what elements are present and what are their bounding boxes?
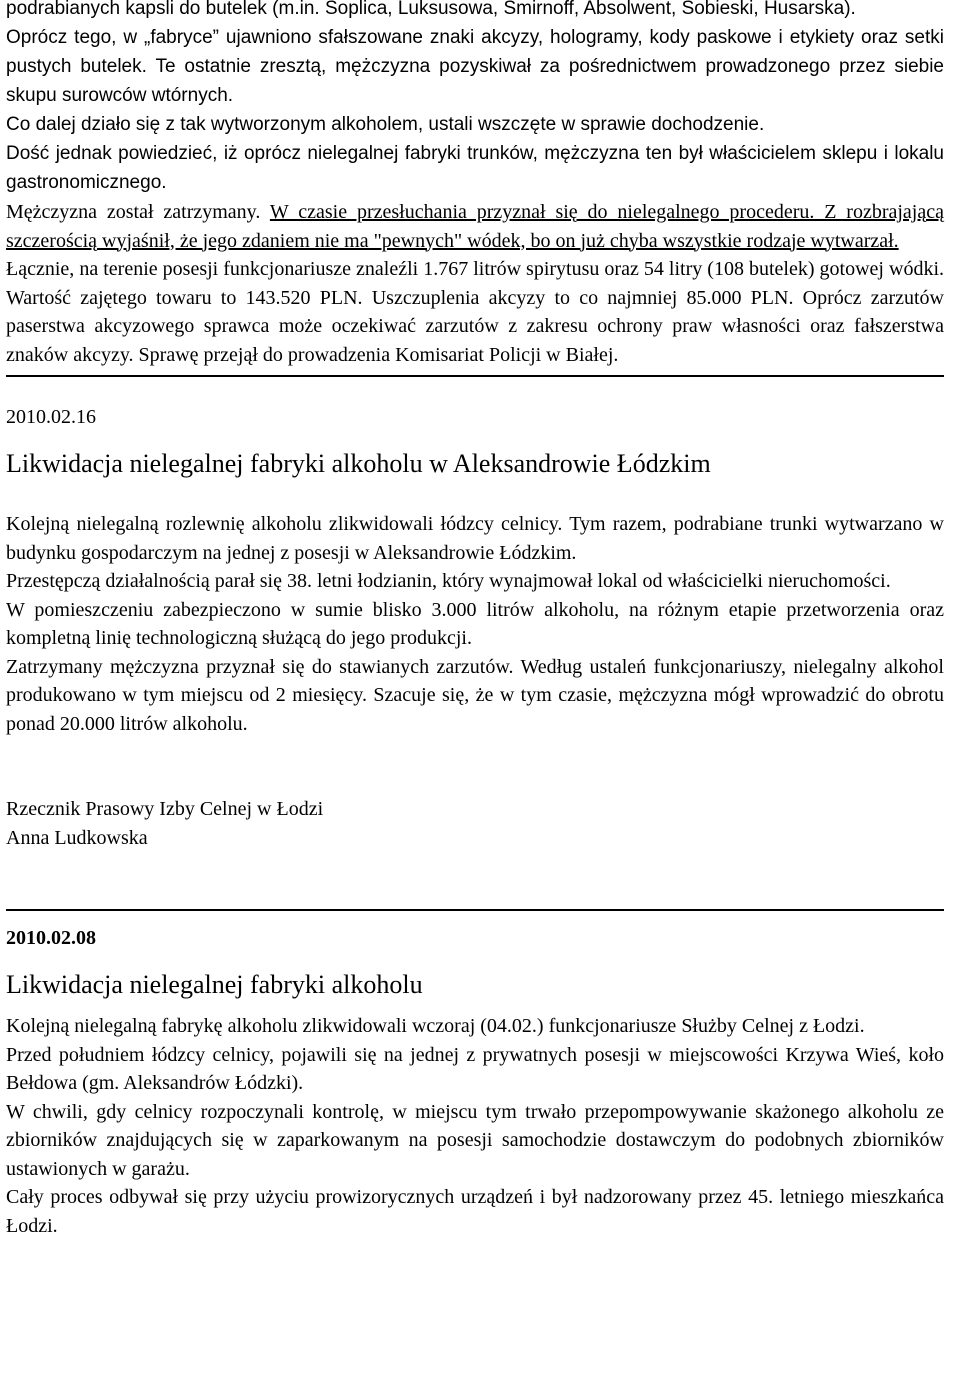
paragraph: Oprócz tego, w „fabryce” ujawniono sfałszowane znaki akcyzy, hologramy, kody paskowe i etykiety oraz setki pustych butelek. Te ostatnie zresztą, mężczyzna pozyskiwał za pośrednictwem prowadzonego przez siebie skupu surowców wtórnych. xyxy=(6,27,944,106)
paragraph: Zatrzymany mężczyzna przyznał się do stawianych zarzutów. Według ustaleń funkcjonariuszy, nielegalny alkohol produkowano w tym miejscu od 2 miesięcy. Szacuje się, że w tym czasie, mężczyzna mógł wprowadzić do obrotu ponad 20.000 litrów alkoholu. xyxy=(6,655,944,735)
underlined-text: W czasie przesłuchania przyznał się do nielegalnego procederu. Z rozbrajającą szczerością wyjaśnił, że jego zdaniem nie ma "pewnych" wódek, bo on już chyba wszystkie rodzaje wytwarzał. xyxy=(6,201,944,252)
paragraph-text: Mężczyzna został zatrzymany. xyxy=(6,201,270,223)
paragraph: Przestępczą działalnością parał się 38. letni łodzianin, który wynajmował lokal od właścicielki nieruchomości. xyxy=(6,570,891,592)
article-date: 2010.02.16 xyxy=(6,406,96,428)
paragraph: Dość jednak powiedzieć, iż oprócz nielegalnej fabryki trunków, mężczyzna ten był właścicielem sklepu i lokalu gastronomicznego. xyxy=(6,143,944,193)
article-continued xyxy=(6,0,944,369)
paragraph: Cały proces odbywał się przy użyciu prowizorycznych urządzeń i był nadzorowany przez 45. letniego mieszkańca Łodzi. xyxy=(6,1186,944,1237)
article-date: 2010.02.08 xyxy=(6,927,96,949)
article-title: Likwidacja nielegalnej fabryki alkoholu xyxy=(6,970,423,999)
article xyxy=(6,924,944,1240)
section-divider xyxy=(6,375,944,377)
article xyxy=(6,403,944,852)
paragraph: Co dalej działo się z tak wytworzonym alkoholem, ustali wszczęte w sprawie dochodzenie. xyxy=(6,114,765,135)
section-divider xyxy=(6,909,944,911)
signature-name: Anna Ludkowska xyxy=(6,826,148,849)
paragraph: Łącznie, na terenie posesji funkcjonariusze znaleźli 1.767 litrów spirytusu oraz 54 litry (108 butelek) gotowej wódki. Wartość zajętego towaru to 143.520 PLN. Uszczuplenia akcyzy to co najmniej 85.000 PLN. Oprócz zarzutów paserstwa akcyzowego sprawca może oczekiwać zarzutów z zakresu ochrony praw własności oraz fałszerstwa znaków akcyzy. Sprawę przejął do prowadzenia Komisariat Policji w Białej. xyxy=(6,258,944,366)
article-title: Likwidacja nielegalnej fabryki alkoholu w Aleksandrowie Łódzkim xyxy=(6,449,711,478)
paragraph: W pomieszczeniu zabezpieczono w sumie blisko 3.000 litrów alkoholu, na różnym etapie przetworzenia oraz kompletną linię technologiczną służącą do jego produkcji. xyxy=(6,598,944,649)
paragraph: podrabianych kapsli do butelek (m.in. Soplica, Luksusowa, Smirnoff, Absolwent, Sobieski, Husarska). xyxy=(6,0,856,19)
signature-role: Rzecznik Prasowy Izby Celnej w Łodzi xyxy=(6,798,324,820)
paragraph: Kolejną nielegalną rozlewnię alkoholu zlikwidowali łódzcy celnicy. Tym razem, podrabiane trunki wytwarzano w budynku gospodarczym na jednej z posesji w Aleksandrowie Łódzkim. xyxy=(6,513,944,564)
document-page xyxy=(6,0,944,1240)
paragraph: Przed południem łódzcy celnicy, pojawili się na jednej z prywatnych posesji w miejscowości Krzywa Wieś, koło Bełdowa (gm. Aleksandrów Łódzki). xyxy=(6,1043,944,1094)
paragraph: W chwili, gdy celnicy rozpoczynali kontrolę, w miejscu tym trwało przepompowywanie skażonego alkoholu ze zbiorników znajdujących się w zaparkowanym na posesji samochodzie dostawczym do podobnych zbiorników ustawionych w garażu. xyxy=(6,1100,944,1180)
paragraph xyxy=(6,198,944,255)
paragraph: Kolejną nielegalną fabrykę alkoholu zlikwidowali wczoraj (04.02.) funkcjonariusze Służby Celnej z Łodzi. xyxy=(6,1015,865,1037)
